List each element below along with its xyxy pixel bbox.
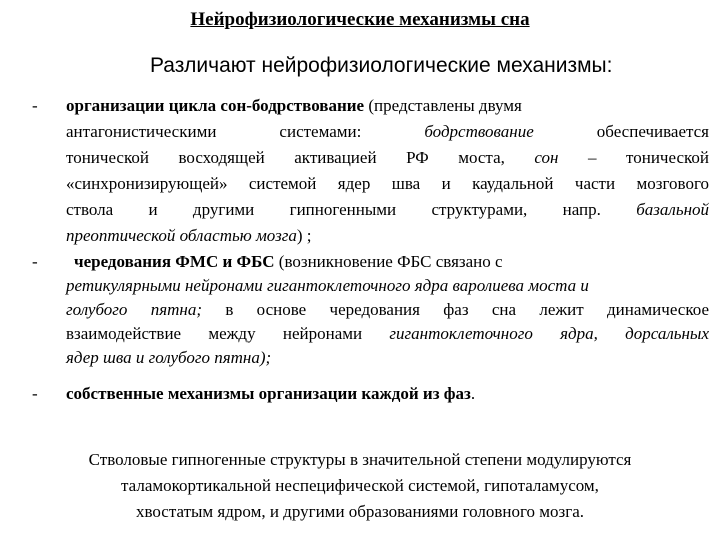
bullet-dash: - xyxy=(32,384,38,403)
list-item-line xyxy=(66,119,709,145)
list-item-line xyxy=(66,93,709,119)
italic-text: гигантоклеточного ядра, дорсальных xyxy=(389,324,709,343)
body-text: тонической восходящей активацией РФ моста, xyxy=(66,148,535,167)
list-item-line: «синхронизирующей» системой ядер шва и каудальной части мозгового xyxy=(66,174,709,193)
body-text: ) ; xyxy=(296,226,312,245)
body-text: (представлены двумя xyxy=(364,96,522,115)
body-text: взаимодействие между нейронами xyxy=(66,324,390,343)
list-item-line: ретикулярными нейронами гигантоклеточного ядра варолиева моста и xyxy=(66,276,589,295)
list-item-line xyxy=(66,223,709,249)
italic-text: голубого пятна; xyxy=(66,300,202,319)
emphasis-text: собственные механизмы организации каждой из фаз xyxy=(66,384,471,403)
italic-text: базальной xyxy=(636,200,709,219)
list-item-line xyxy=(66,321,709,347)
body-text: . xyxy=(470,384,476,403)
body-text: в основе чередования фаз сна лежит динамическое xyxy=(202,300,709,319)
italic-text: сон xyxy=(534,148,559,167)
summary-line: Стволовые гипногенные структуры в значительной степени модулируются xyxy=(88,450,632,469)
body-text: (возникновение ФБС связано с xyxy=(274,252,503,271)
summary-line: таламокортикальной неспецифической системой, гипоталамусом, xyxy=(121,476,599,495)
emphasis-text: организации цикла сон-бодрствование xyxy=(66,96,365,115)
emphasis-text: чередования ФМС и ФБС xyxy=(74,252,275,271)
body-text: ствола и другими гипногенными структурами, напр. xyxy=(66,200,637,219)
list-item-line xyxy=(66,145,709,171)
italic-text: преоптической областью мозга xyxy=(66,226,297,245)
list-item-line xyxy=(66,197,709,223)
body-text: антагонистическими системами: xyxy=(66,122,425,141)
list-item-line: ядер шва и голубого пятна); xyxy=(66,348,272,367)
body-text: – тонической xyxy=(558,148,709,167)
italic-text: бодрствование xyxy=(424,122,534,141)
list-item-line xyxy=(66,297,709,323)
list-item-line xyxy=(74,249,709,275)
list-item-line xyxy=(66,381,709,407)
body-text: обеспечивается xyxy=(533,122,709,141)
page-subtitle: Различают нейрофизиологические механизмы: xyxy=(150,54,613,77)
bullet-dash: - xyxy=(32,252,38,271)
summary-line: хвостатым ядром, и другими образованиями головного мозга. xyxy=(135,502,585,521)
bullet-dash: - xyxy=(32,96,38,115)
page-title: Нейрофизиологические механизмы сна xyxy=(190,9,530,30)
